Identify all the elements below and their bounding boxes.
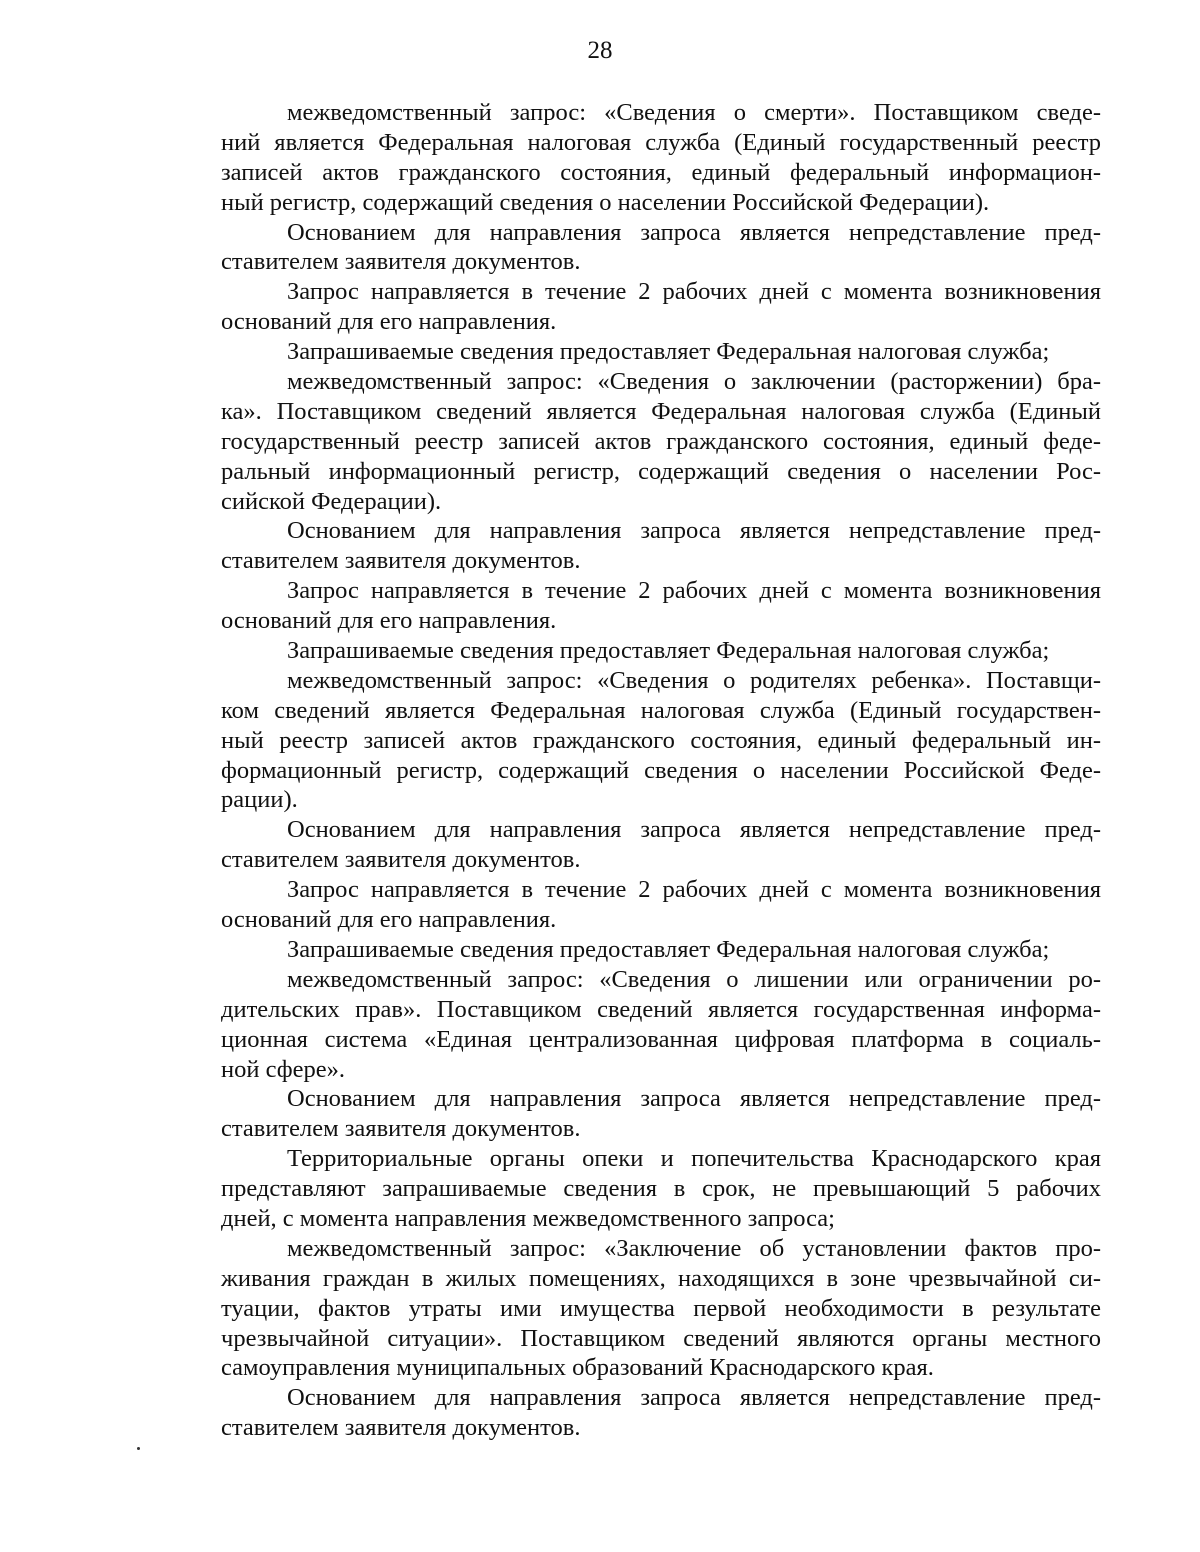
text-line: ный реестр записей актов гражданского состояния, единый федеральный ин- [221, 726, 1101, 754]
text-line: записей актов гражданского состояния, единый федеральный информацион- [221, 158, 1101, 186]
text-line: ставителем заявителя документов. [221, 248, 581, 276]
text-line: живания граждан в жилых помещениях, находящихся в зоне чрезвычайной си- [221, 1264, 1101, 1292]
text-line: ставителем заявителя документов. [221, 1414, 581, 1442]
text-line: Территориальные органы опеки и попечительства Краснодарского края [287, 1145, 1101, 1173]
text-line: самоуправления муниципальных образований Краснодарского края. [221, 1354, 934, 1382]
document-body [221, 98, 1101, 1443]
text-line: Основанием для направления запроса является непредставление пред- [287, 1384, 1101, 1412]
text-line: дней, с момента направления межведомственного запроса; [221, 1204, 835, 1232]
text-line: Основанием для направления запроса является непредставление пред- [287, 816, 1101, 844]
text-line: Основанием для направления запроса является непредставление пред- [287, 517, 1101, 545]
text-line: Запрашиваемые сведения предоставляет Федеральная налоговая служба; [287, 935, 1050, 963]
text-line: туации, фактов утраты ими имущества первой необходимости в результате [221, 1294, 1101, 1322]
text-line: Основанием для направления запроса является непредставление пред- [287, 218, 1101, 246]
text-line: дительских прав». Поставщиком сведений является государственная информа- [221, 995, 1101, 1023]
text-line: ка». Поставщиком сведений является Федеральная налоговая служба (Единый [221, 397, 1101, 425]
text-line: сийской Федерации). [221, 487, 442, 515]
text-line: межведомственный запрос: «Заключение об установлении фактов про- [287, 1234, 1101, 1262]
text-line: ставителем заявителя документов. [221, 846, 581, 874]
text-line: Запрос направляется в течение 2 рабочих дней с момента возникновения [287, 278, 1101, 306]
scan-speck [137, 1447, 140, 1450]
text-line: оснований для его направления. [221, 906, 557, 934]
text-line: ной сфере». [221, 1055, 346, 1083]
text-line: Запрашиваемые сведения предоставляет Федеральная налоговая служба; [287, 637, 1050, 665]
text-line: государственный реестр записей актов гражданского состояния, единый феде- [221, 427, 1101, 455]
text-line: межведомственный запрос: «Сведения о лишении или ограничении ро- [287, 965, 1101, 993]
text-line: ний является Федеральная налоговая служба (Единый государственный реестр [221, 128, 1101, 156]
text-line: ставителем заявителя документов. [221, 547, 581, 575]
text-line: Основанием для направления запроса является непредставление пред- [287, 1085, 1101, 1113]
text-line: ный регистр, содержащий сведения о населении Российской Федерации). [221, 188, 990, 216]
text-line: рации). [221, 786, 298, 814]
text-line: Запрашиваемые сведения предоставляет Федеральная налоговая служба; [287, 338, 1050, 366]
text-line: межведомственный запрос: «Сведения о родителях ребенка». Поставщи- [287, 666, 1101, 694]
text-line: представляют запрашиваемые сведения в срок, не превышающий 5 рабочих [221, 1175, 1101, 1203]
text-line: межведомственный запрос: «Сведения о смерти». Поставщиком сведе- [287, 99, 1101, 126]
text-line: оснований для его направления. [221, 308, 557, 336]
text-line: ционная система «Единая централизованная цифровая платформа в социаль- [221, 1025, 1101, 1053]
page-number: 28 [587, 37, 613, 64]
text-line: ставителем заявителя документов. [221, 1115, 581, 1143]
text-line: формационный регистр, содержащий сведения о населении Российской Феде- [221, 756, 1101, 784]
text-line: чрезвычайной ситуации». Поставщиком сведений являются органы местного [221, 1324, 1101, 1352]
text-line: межведомственный запрос: «Сведения о заключении (расторжении) бра- [287, 368, 1101, 396]
text-line: Запрос направляется в течение 2 рабочих дней с момента возникновения [287, 577, 1101, 605]
text-line: оснований для его направления. [221, 607, 557, 635]
text-line: ральный информационный регистр, содержащий сведения о населении Рос- [221, 457, 1101, 485]
text-line: ком сведений является Федеральная налоговая служба (Единый государствен- [221, 696, 1101, 724]
text-line: Запрос направляется в течение 2 рабочих дней с момента возникновения [287, 876, 1101, 904]
